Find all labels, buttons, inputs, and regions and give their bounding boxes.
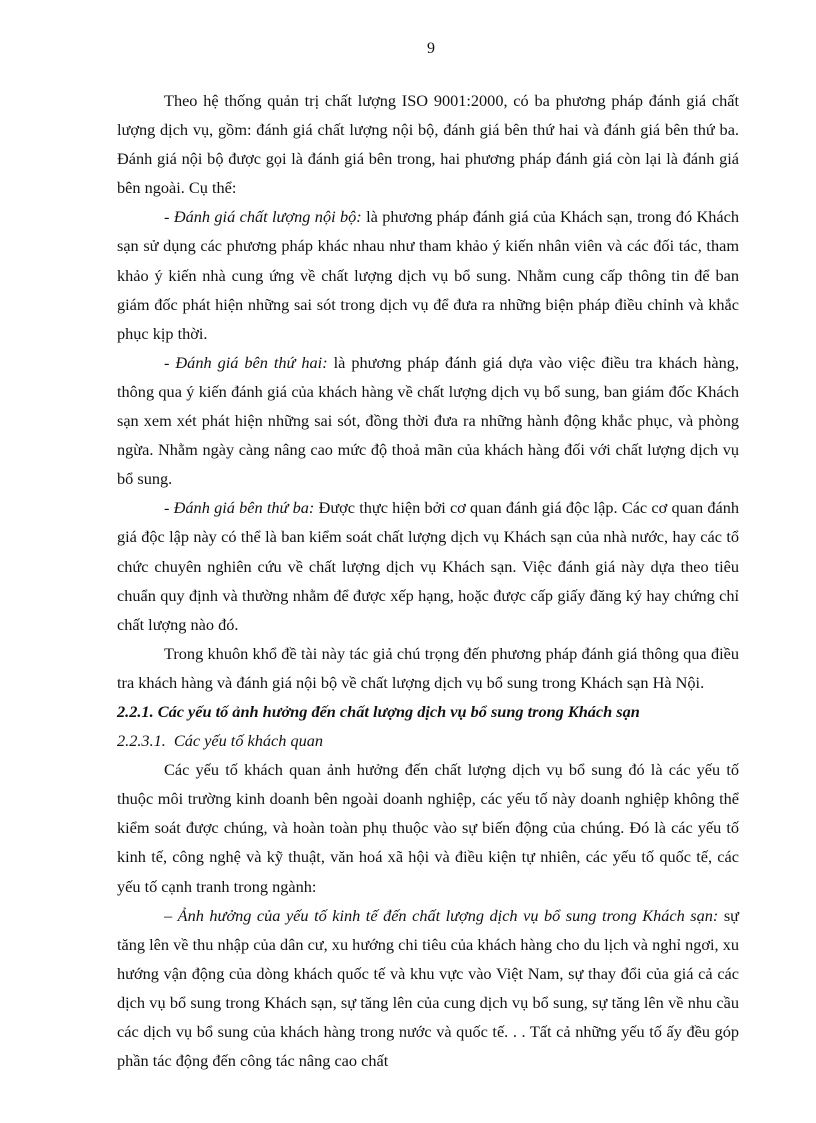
section-heading: 2.2.1. Các yếu tố ảnh hưởng đến chất lượng dịch vụ bổ sung trong Khách sạn — [117, 701, 640, 721]
bullet-text: là phương pháp đánh giá của Khách sạn, trong đó Khách sạn sử dụng các phương pháp khác nhau như tham khảo ý kiến nhân viên và các đối tác, tham khảo ý kiến nhà cung ứng về chất lượng dịch vụ bổ sung. Nhằm cung cấp thông tin để ban giám đốc phát hiện những sai sót trong dịch vụ để đưa ra những biện pháp điều chỉnh và khắc phục kịp thời. — [117, 207, 740, 343]
bullet-label: Đánh giá bên thứ hai: — [175, 352, 328, 372]
page-number: 9 — [427, 40, 435, 57]
bullet-economic-factors — [117, 901, 739, 1076]
subsection-number: 2.2.3.1. — [117, 731, 166, 751]
bullet-text: Được thực hiện bởi cơ quan đánh giá độc lập. Các cơ quan đánh giá độc lập này có thể là ban kiểm soát chất lượng dịch vụ Khách sạn của nhà nước, hay các tổ chức chuyên nghiên cứu về chất lượng dịch vụ Khách sạn. Việc đánh giá này dựa theo tiêu chuẩn quy định và thường nhằm để được xếp hạng, hoặc được cấp giấy đăng ký hay chứng chỉ chất lượng nào đó. — [117, 498, 739, 634]
bullet-second-party-evaluation — [117, 348, 739, 493]
bullet-dash: – — [164, 905, 178, 925]
bullet-text: sự tăng lên về thu nhập của dân cư, xu hướng chi tiêu của khách hàng cho du lịch và nghỉ ngơi, xu hướng vận động của dòng khách quốc tế và khu vực vào Việt Nam, sự thay đổi của giá cả các dịch vụ bổ sung trong Khách sạn, sự tăng lên của cung dịch vụ bổ sung, sự tăng lên về nhu cầu các dịch vụ bổ sung của khách hàng trong nước và quốc tế. . . Tất cả những yếu tố ấy đều góp phần tác động đến công tác nâng cao chất — [117, 905, 740, 1071]
bullet-label: Đánh giá bên thứ ba: — [173, 498, 315, 518]
bullet-label: Đánh giá chất lượng nội bộ: — [173, 207, 362, 227]
paragraph-intro: Theo hệ thống quản trị chất lượng ISO 9001:2000, có ba phương pháp đánh giá chất lượng dịch vụ, gồm: đánh giá chất lượng nội bộ, đánh giá bên thứ hai và đánh giá bên thứ ba. Đánh giá nội bộ được gọi là đánh giá bên trong, hai phương pháp đánh giá còn lại là đánh giá bên ngoài. Cụ thể: — [117, 91, 739, 198]
bullet-third-party-evaluation — [117, 493, 739, 638]
bullet-label: Ảnh hưởng của yếu tố kinh tế đến chất lượng dịch vụ bổ sung trong Khách sạn: — [177, 905, 719, 925]
bullet-internal-evaluation — [117, 202, 739, 347]
bullet-dash: - — [164, 207, 174, 227]
subsection-heading — [117, 726, 739, 755]
bullet-text: là phương pháp đánh giá dựa vào việc điều tra khách hàng, thông qua ý kiến đánh giá của khách hàng về chất lượng dịch vụ bổ sung, ban giám đốc Khách sạn xem xét phát hiện những sai sót, đồng thời đưa ra những hành động khắc phục, và phòng ngừa. Nhằm ngày càng nâng cao mức độ thoả mãn của khách hàng đối với chất lượng dịch vụ bổ sung. — [117, 352, 740, 489]
bullet-dash: - — [164, 352, 176, 372]
paragraph-objective-factors: Các yếu tố khách quan ảnh hưởng đến chất lượng dịch vụ bổ sung đó là các yếu tố thuộc môi trường kinh doanh bên ngoài doanh nghiệp, các yếu tố này doanh nghiệp không thể kiểm soát được chúng, và hoàn toàn phụ thuộc vào sự biến động của chúng. Đó là các yếu tố kinh tế, công nghệ và kỹ thuật, văn hoá xã hội và điều kiện tự nhiên, các yếu tố quốc tế, các yếu tố cạnh tranh trong ngành: — [117, 760, 739, 896]
document-body — [117, 86, 739, 1075]
bullet-dash: - — [164, 498, 174, 518]
paragraph-scope: Trong khuôn khổ đề tài này tác giả chú trọng đến phương pháp đánh giá thông qua điều tra khách hàng và đánh giá nội bộ về chất lượng dịch vụ bổ sung trong Khách sạn Hà Nội. — [117, 643, 739, 692]
subsection-title: Các yếu tố khách quan — [173, 731, 324, 751]
